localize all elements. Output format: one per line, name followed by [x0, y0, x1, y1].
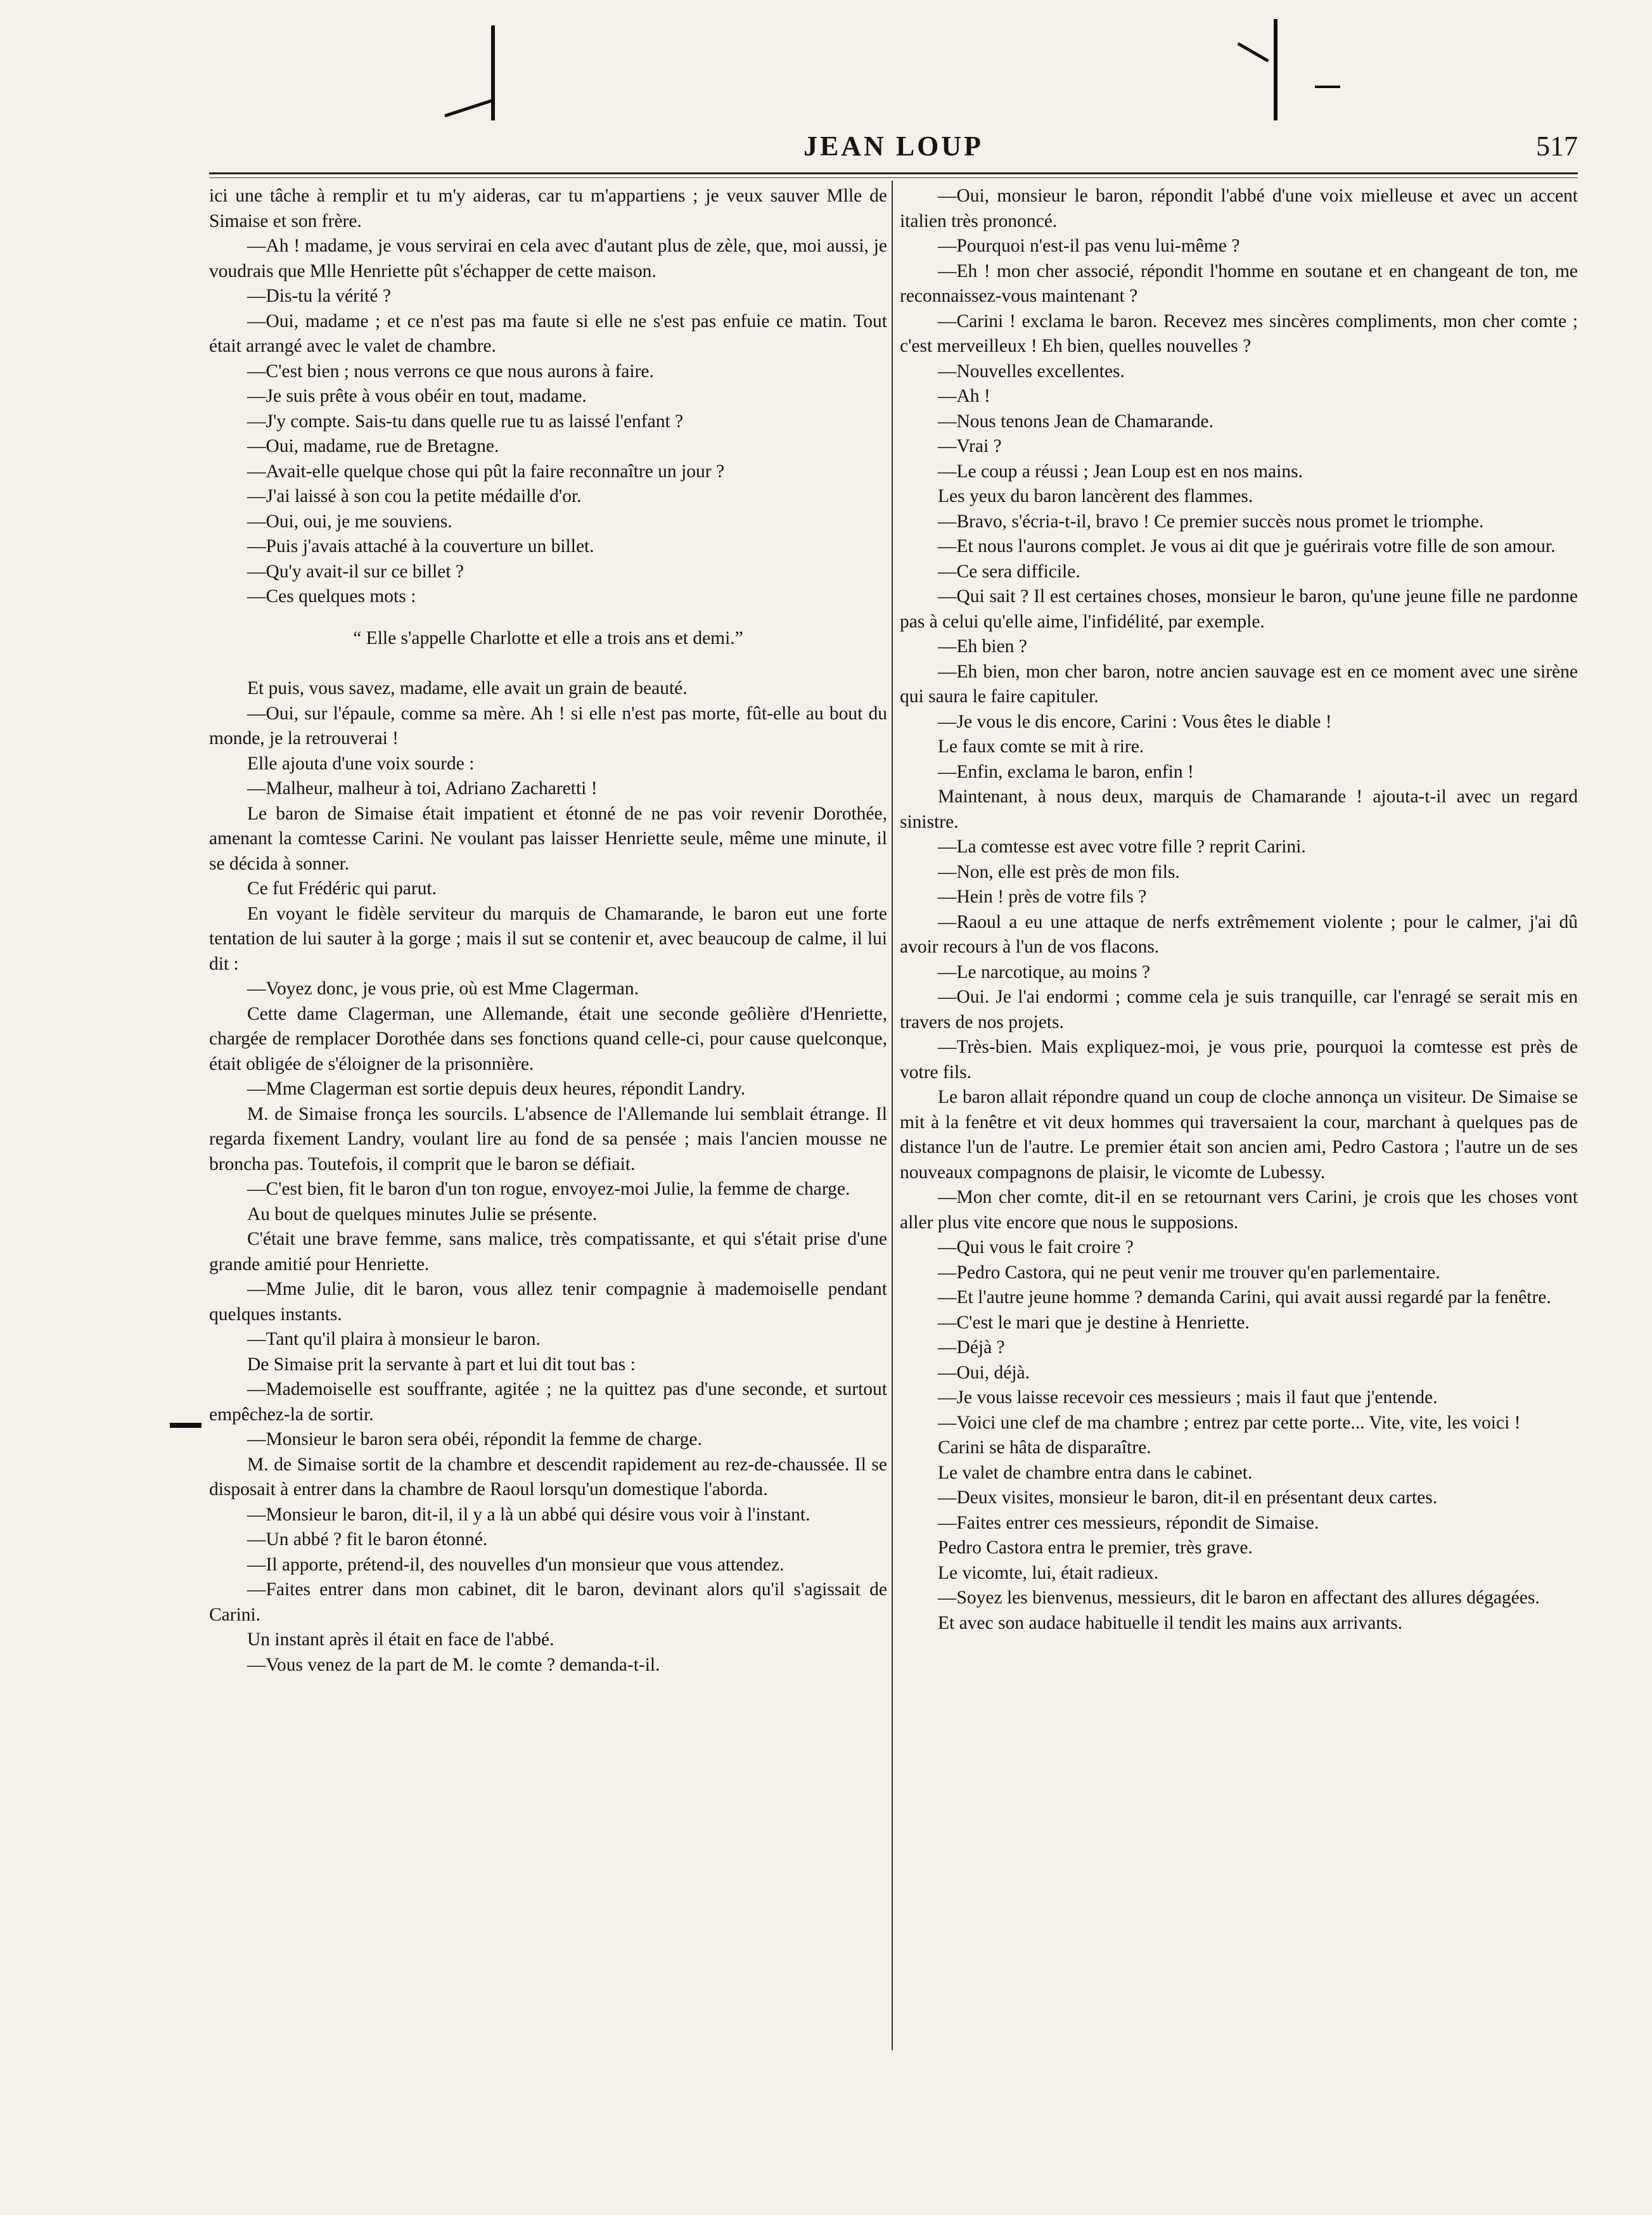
- paragraph: —Déjà ?: [938, 1337, 1005, 1358]
- paragraph: —Je vous laisse recevoir ces messieurs ; mais il faut que j'entende.: [938, 1387, 1438, 1408]
- right-column: [900, 184, 1578, 2085]
- ink-mark: [1274, 19, 1277, 120]
- paragraph: Le faux comte se mit à rire.: [938, 736, 1144, 757]
- paragraph: —Tant qu'il plaira à monsieur le baron.: [247, 1329, 541, 1349]
- paragraph: —Enfin, exclama le baron, enfin !: [938, 761, 1194, 782]
- paragraph: —Monsieur le baron sera obéi, répondit la femme de charge.: [247, 1429, 702, 1449]
- paragraph: —Mon cher comte, dit-il en se retournant vers Carini, je crois que les choses vont aller plus vite encore que nous le supposions.: [900, 1187, 1578, 1233]
- paragraph: —Hein ! près de votre fils ?: [938, 887, 1147, 907]
- paragraph: Et puis, vous savez, madame, elle avait un grain de beauté.: [247, 678, 688, 698]
- paragraph: —Eh bien ?: [938, 636, 1027, 657]
- paragraph: —Dis-tu la vérité ?: [247, 286, 391, 306]
- paragraph: —Et nous l'aurons complet. Je vous ai dit que je guérirais votre fille de son amour.: [938, 536, 1556, 556]
- paragraph: —Ah ! madame, je vous servirai en cela avec d'autant plus de zèle, que, moi aussi, je voudrais que Mlle Henriette pût s'échapper de cette maison.: [209, 236, 887, 281]
- left-column: [209, 184, 887, 2085]
- paragraph: Elle ajouta d'une voix sourde :: [247, 753, 475, 774]
- paragraph: —Mme Julie, dit le baron, vous allez tenir compagnie à mademoiselle pendant quelques instants.: [209, 1279, 887, 1325]
- paragraph: —Pedro Castora, qui ne peut venir me trouver qu'en parlementaire.: [938, 1262, 1440, 1283]
- paragraph: Pedro Castora entra le premier, très grave.: [938, 1538, 1253, 1558]
- paragraph: Un instant après il était en face de l'abbé.: [247, 1629, 554, 1650]
- paragraph: —Ah !: [938, 386, 990, 406]
- paragraph: —Oui, madame, rue de Bretagne.: [247, 436, 499, 456]
- paragraph: —Voici une clef de ma chambre ; entrez par cette porte... Vite, vite, les voici !: [938, 1412, 1521, 1433]
- paragraph: Maintenant, à nous deux, marquis de Chamarande ! ajouta-t-il avec un regard sinistre.: [900, 786, 1578, 832]
- paragraph: —Faites entrer ces messieurs, répondit de Simaise.: [938, 1512, 1319, 1533]
- paragraph: —Oui, monsieur le baron, répondit l'abbé d'une voix mielleuse et avec un accent italien très prononcé.: [900, 186, 1578, 231]
- paragraph: M. de Simaise fronça les sourcils. L'absence de l'Allemande lui semblait étrange. Il regarda fixement Landry, voulant lire au fond de sa pensée ; mais l'ancien mousse ne broncha pas. Toutefois, il comprit que le baron se défiait.: [209, 1103, 887, 1174]
- paragraph: —Non, elle est près de mon fils.: [938, 861, 1180, 882]
- paragraph: —Bravo, s'écria-t-il, bravo ! Ce premier succès nous promet le triomphe.: [938, 511, 1484, 532]
- page-number: 517: [1536, 131, 1578, 162]
- ink-mark: [491, 25, 495, 120]
- paragraph: —Puis j'avais attaché à la couverture un billet.: [247, 536, 594, 556]
- paragraph: —Mademoiselle est souffrante, agitée ; ne la quittez pas d'une seconde, et surtout empêchez-la de sortir.: [209, 1379, 887, 1425]
- ink-mark: [444, 99, 494, 117]
- paragraph: De Simaise prit la servante à part et lui dit tout bas :: [247, 1354, 636, 1375]
- paragraph: —Raoul a eu une attaque de nerfs extrêmement violente ; pour le calmer, j'ai dû avoir recours à l'un de vos flacons.: [900, 911, 1578, 957]
- paragraph: M. de Simaise sortit de la chambre et descendit rapidement au rez-de-chaussée. Il se disposait à entrer dans la chambre de Raoul lorsqu'un domestique l'aborda.: [209, 1454, 887, 1499]
- paragraph: —C'est bien, fit le baron d'un ton rogue, envoyez-moi Julie, la femme de charge.: [247, 1179, 850, 1199]
- paragraph: Le baron de Simaise était impatient et étonné de ne pas voir revenir Dorothée, amenant la comtesse Carini. Ne voulant pas laisser Henriette seule, même une minute, il se décida à sonner.: [209, 803, 887, 874]
- header-rule-thin: [209, 177, 1578, 178]
- paragraph: —C'est bien ; nous verrons ce que nous aurons à faire.: [247, 361, 654, 382]
- quoted-note: “ Elle s'appelle Charlotte et elle a trois ans et demi.”: [353, 627, 743, 648]
- paragraph: —Vrai ?: [938, 436, 1002, 456]
- paragraph: —Mme Clagerman est sortie depuis deux heures, répondit Landry.: [247, 1079, 746, 1099]
- ink-mark: [1315, 86, 1340, 88]
- paragraph: —Vous venez de la part de M. le comte ? demanda-t-il.: [247, 1654, 660, 1675]
- paragraph: —Oui, déjà.: [938, 1362, 1030, 1383]
- paragraph: Au bout de quelques minutes Julie se présente.: [247, 1204, 598, 1224]
- running-title: JEAN LOUP: [803, 131, 984, 162]
- paragraph: Le baron allait répondre quand un coup de cloche annonça un visiteur. De Simaise se mit à la fenêtre et vit deux hommes qui traversaient la cour, marchant à quelques pas de distance l'un de l'autre. Le premier était son ancien ami, Pedro Castora ; l'autre un de ses nouveaux compagnons de plaisir, le vicomte de Lubessy.: [900, 1087, 1578, 1183]
- paragraph: —Carini ! exclama le baron. Recevez mes sincères compliments, mon cher comte ; c'est merveilleux ! Eh bien, quelles nouvelles ?: [900, 311, 1578, 356]
- paragraph: —Oui, sur l'épaule, comme sa mère. Ah ! si elle n'est pas morte, fût-elle au bout du monde, je la retrouverai !: [209, 703, 887, 748]
- paragraph: —Oui, madame ; et ce n'est pas ma faute si elle ne s'est pas enfuie ce matin. Tout était arrangé avec le valet de chambre.: [209, 311, 887, 356]
- paragraph: —Ces quelques mots :: [247, 586, 416, 607]
- paragraph: —Ce sera difficile.: [938, 561, 1080, 582]
- paragraph: —Le coup a réussi ; Jean Loup est en nos mains.: [938, 461, 1303, 482]
- header-rule: [209, 172, 1578, 174]
- paragraph: —J'y compte. Sais-tu dans quelle rue tu as laissé l'enfant ?: [247, 411, 684, 432]
- paragraph: Ce fut Frédéric qui parut.: [247, 878, 437, 899]
- paragraph: —J'ai laissé à son cou la petite médaille d'or.: [247, 486, 582, 506]
- page-header: [209, 130, 1578, 174]
- paragraph: —Oui, oui, je me souviens.: [247, 511, 452, 532]
- paragraph: —Je suis prête à vous obéir en tout, madame.: [247, 386, 587, 406]
- paragraph: —Monsieur le baron, dit-il, il y a là un abbé qui désire vous voir à l'instant.: [247, 1504, 810, 1525]
- paragraph: Et avec son audace habituelle il tendit les mains aux arrivants.: [938, 1612, 1403, 1633]
- paragraph: —Pourquoi n'est-il pas venu lui-même ?: [938, 236, 1240, 256]
- paragraph: —Très-bien. Mais expliquez-moi, je vous prie, pourquoi la comtesse est près de votre fils.: [900, 1037, 1578, 1082]
- paragraph: Les yeux du baron lancèrent des flammes.: [938, 486, 1253, 506]
- ink-mark: [170, 1423, 202, 1428]
- paragraph: —Qui vous le fait croire ?: [938, 1237, 1134, 1257]
- paragraph: Cette dame Clagerman, une Allemande, était une seconde geôlière d'Henriette, chargée de remplacer Dorothée dans ses fonctions quand celle-ci, pour cause quelconque, était obligée de s'éloigner de la prisonnière.: [209, 1003, 887, 1074]
- column-divider: [892, 181, 893, 2050]
- paragraph: —Et l'autre jeune homme ? demanda Carini, qui avait aussi regardé par la fenêtre.: [938, 1287, 1551, 1307]
- paragraph: —Il apporte, prétend-il, des nouvelles d'un monsieur que vous attendez.: [247, 1554, 784, 1575]
- paragraph: —Voyez donc, je vous prie, où est Mme Clagerman.: [247, 979, 639, 999]
- paragraph: —Deux visites, monsieur le baron, dit-il en présentant deux cartes.: [938, 1487, 1438, 1508]
- paragraph: —La comtesse est avec votre fille ? reprit Carini.: [938, 837, 1306, 857]
- paragraph: —Oui. Je l'ai endormi ; comme cela je suis tranquille, car l'enragé se serait mis en travers de nos projets.: [900, 987, 1578, 1032]
- paragraph: —Un abbé ? fit le baron étonné.: [247, 1529, 488, 1550]
- paragraph: —Eh ! mon cher associé, répondit l'homme en soutane et en changeant de ton, me reconnaissez-vous maintenant ?: [900, 260, 1578, 306]
- paragraph: —Faites entrer dans mon cabinet, dit le baron, devinant alors qu'il s'agissait de Carini.: [209, 1579, 887, 1625]
- paragraph: —C'est le mari que je destine à Henriette.: [938, 1312, 1250, 1333]
- paragraph: —Nous tenons Jean de Chamarande.: [938, 411, 1214, 432]
- paragraph: Le vicomte, lui, était radieux.: [938, 1562, 1159, 1583]
- paragraph: —Qui sait ? Il est certaines choses, monsieur le baron, qu'une jeune fille ne pardonne pas à celui qu'elle aime, l'infidélité, par exemple.: [900, 586, 1578, 632]
- paragraph: C'était une brave femme, sans malice, très compatissante, et qui s'était prise d'une grande amitié pour Henriette.: [209, 1229, 887, 1274]
- paragraph: ici une tâche à remplir et tu m'y aideras, car tu m'appartiens ; je veux sauver Mlle de Simaise et son frère.: [209, 186, 887, 231]
- paragraph: —Je vous le dis encore, Carini : Vous êtes le diable !: [938, 711, 1332, 732]
- paragraph: Carini se hâta de disparaître.: [938, 1437, 1151, 1458]
- paragraph: En voyant le fidèle serviteur du marquis de Chamarande, le baron eut une forte tentation de lui sauter à la gorge ; mais il sut se contenir et, avec beaucoup de calme, il lui dit :: [209, 903, 887, 974]
- paragraph: —Avait-elle quelque chose qui pût la faire reconnaître un jour ?: [247, 461, 725, 482]
- paragraph: —Nouvelles excellentes.: [938, 361, 1125, 382]
- paragraph: Le valet de chambre entra dans le cabinet.: [938, 1462, 1253, 1483]
- ink-mark: [1237, 42, 1269, 63]
- paragraph: —Le narcotique, au moins ?: [938, 961, 1151, 982]
- paragraph: —Malheur, malheur à toi, Adriano Zacharetti !: [247, 778, 598, 799]
- paragraph: —Qu'y avait-il sur ce billet ?: [247, 561, 464, 582]
- paragraph: —Soyez les bienvenus, messieurs, dit le baron en affectant des allures dégagées.: [938, 1588, 1540, 1608]
- paragraph: —Eh bien, mon cher baron, notre ancien sauvage est en ce moment avec une sirène qui saura le faire capituler.: [900, 661, 1578, 707]
